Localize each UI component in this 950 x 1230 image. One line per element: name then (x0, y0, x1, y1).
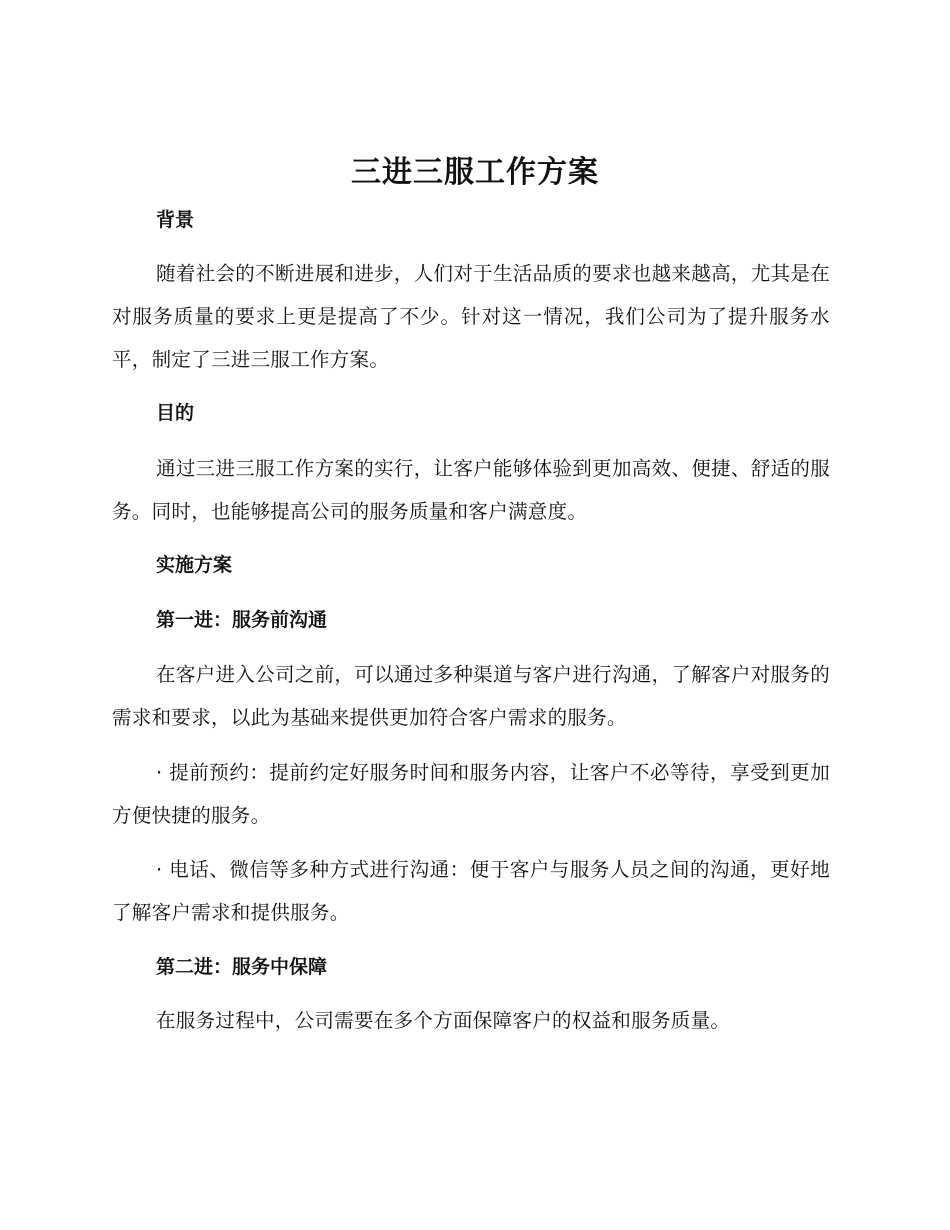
section-heading-background: 背景 (156, 209, 195, 231)
section-heading-purpose: 目的 (156, 402, 195, 424)
section-heading-plan: 实施方案 (156, 554, 233, 576)
section-heading-step1: 第一进：服务前沟通 (156, 609, 328, 631)
document-title: 三进三服工作方案 (351, 155, 599, 190)
purpose-paragraph: 通过三进三服工作方案的实行，让客户能够体验到更加高效、便捷、舒适的服务。同时，也能够提高公司的服务质量和客户满意度。 (112, 457, 830, 523)
step2-paragraph: 在服务过程中，公司需要在多个方面保障客户的权益和服务质量。 (156, 1009, 731, 1032)
step1-bullet-appointment: · 提前预约：提前约定好服务时间和服务内容，让客户不必等待，享受到更加方便快捷的服务。 (112, 761, 830, 827)
step1-bullet-communication: · 电话、微信等多种方式进行沟通：便于客户与服务人员之间的沟通，更好地了解客户需求和提供服务。 (112, 858, 830, 924)
step1-paragraph: 在客户进入公司之前，可以通过多种渠道与客户进行沟通，了解客户对服务的需求和要求，以此为基础来提供更加符合客户需求的服务。 (112, 663, 830, 729)
background-paragraph: 随着社会的不断进展和进步，人们对于生活品质的要求也越来越高，尤其是在对服务质量的要求上更是提高了不少。针对这一情况，我们公司为了提升服务水平，制定了三进三服工作方案。 (112, 262, 830, 371)
section-heading-step2: 第二进：服务中保障 (156, 956, 328, 978)
